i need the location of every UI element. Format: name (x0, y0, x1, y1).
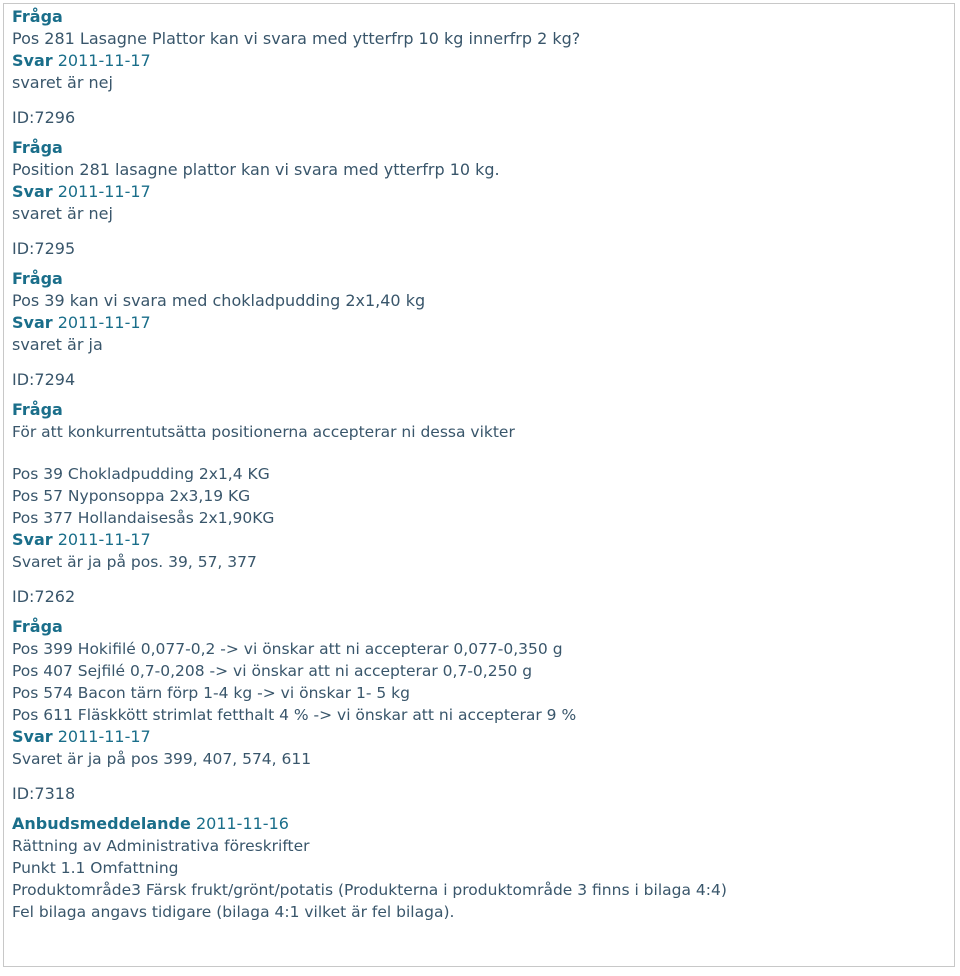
question-text: Pos 39 kan vi svara med chokladpudding 2x1,40 kg (12, 291, 426, 310)
answer-date: 2011-11-17 (57, 182, 151, 201)
answer-date: 2011-11-17 (57, 530, 151, 549)
question-text: Pos 574 Bacon tärn förp 1-4 kg -> vi önskar 1- 5 kg (12, 684, 410, 702)
question-label: Fråga (12, 400, 63, 419)
answer-header (12, 726, 942, 748)
answer-header (12, 181, 942, 203)
answer-label: Svar (12, 313, 53, 332)
notice-label: Anbudsmeddelande (12, 814, 191, 833)
notice-date: 2011-11-16 (195, 814, 289, 833)
question-text: Pos 57 Nyponsoppa 2x3,19 KG (12, 487, 251, 505)
qa-entry (12, 137, 942, 260)
answer-label: Svar (12, 182, 53, 201)
answer-text: svaret är nej (12, 204, 113, 223)
entry-id: ID:7294 (12, 370, 76, 389)
qa-list (12, 6, 942, 923)
answer-date: 2011-11-17 (57, 51, 151, 70)
entry-id: ID:7318 (12, 784, 76, 803)
question-label: Fråga (12, 617, 63, 636)
notice-line: Fel bilaga angavs tidigare (bilaga 4:1 vilket är fel bilaga). (12, 903, 455, 921)
answer-header (12, 529, 942, 551)
qa-entry (12, 268, 942, 391)
question-text: Pos 39 Chokladpudding 2x1,4 KG (12, 465, 270, 483)
entry-id: ID:7262 (12, 587, 76, 606)
answer-header (12, 50, 942, 72)
qa-entry (12, 6, 942, 129)
answer-header (12, 312, 942, 334)
answer-text: Svaret är ja på pos 399, 407, 574, 611 (12, 750, 312, 768)
answer-label: Svar (12, 530, 53, 549)
answer-date: 2011-11-17 (57, 727, 151, 746)
question-label: Fråga (12, 269, 63, 288)
answer-text: svaret är nej (12, 73, 113, 92)
entry-id: ID:7295 (12, 239, 76, 258)
answer-label: Svar (12, 51, 53, 70)
question-text: Position 281 lasagne plattor kan vi svara med ytterfrp 10 kg. (12, 160, 500, 179)
answer-date: 2011-11-17 (57, 313, 151, 332)
question-text: Pos 281 Lasagne Plattor kan vi svara med ytterfrp 10 kg innerfrp 2 kg? (12, 29, 581, 48)
question-text: Pos 407 Sejfilé 0,7-0,208 -> vi önskar att ni accepterar 0,7-0,250 g (12, 662, 533, 680)
notice-header (12, 813, 942, 835)
question-text: Pos 399 Hokifilé 0,077-0,2 -> vi önskar att ni accepterar 0,077-0,350 g (12, 640, 563, 658)
notice-line: Rättning av Administrativa föreskrifter (12, 837, 310, 855)
notice-line: Punkt 1.1 Omfattning (12, 859, 179, 877)
notice-block (12, 813, 942, 923)
notice-line: Produktområde3 Färsk frukt/grönt/potatis (Produkterna i produktområde 3 finns i bilaga 4:4) (12, 881, 727, 899)
entry-id: ID:7296 (12, 108, 76, 127)
question-text: För att konkurrentutsätta positionerna accepterar ni dessa vikter (12, 423, 515, 441)
question-label: Fråga (12, 7, 63, 26)
answer-text: Svaret är ja på pos. 39, 57, 377 (12, 553, 257, 571)
qa-entry (12, 399, 942, 608)
answer-text: svaret är ja (12, 335, 103, 354)
question-text: Pos 611 Fläskkött strimlat fetthalt 4 % -> vi önskar att ni accepterar 9 % (12, 706, 577, 724)
spacer (12, 443, 942, 463)
question-label: Fråga (12, 138, 63, 157)
question-text: Pos 377 Hollandaisesås 2x1,90KG (12, 509, 275, 527)
qa-entry (12, 616, 942, 805)
answer-label: Svar (12, 727, 53, 746)
